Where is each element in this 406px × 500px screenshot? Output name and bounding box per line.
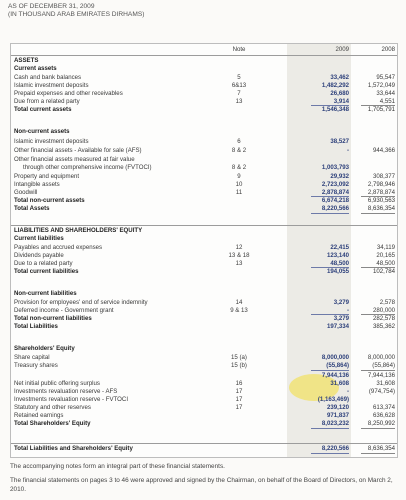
row-label: Net initial public offering surplus <box>14 380 100 387</box>
table-row <box>11 189 397 197</box>
row-value-2008: 8,636,354 <box>367 205 395 212</box>
row-value-2009: 2,723,092 <box>321 181 349 188</box>
row-label: Islamic investment deposits <box>14 138 89 145</box>
row-note: 11 <box>235 189 243 196</box>
row-note: 16 <box>235 380 243 387</box>
row-note: 17 <box>235 396 243 403</box>
row-value-2009: 1,003,793 <box>321 164 349 171</box>
row-value-2009: 971,837 <box>326 412 349 419</box>
row-value-2009: 31,608 <box>330 380 349 387</box>
row-label: Total non-current assets <box>14 197 85 204</box>
row-value-2008: 33,644 <box>376 90 395 97</box>
row-note: 6&13 <box>231 82 247 89</box>
row-label: through other comprehensive income (FVTOCI) <box>23 164 152 171</box>
table-row <box>11 260 397 268</box>
row-value-2008: 6,930,563 <box>367 197 395 204</box>
row-value-2009: 123,140 <box>326 252 349 259</box>
row-label: LIABILITIES AND SHAREHOLDERS' EQUITY <box>14 227 143 234</box>
row-value-2008: 2,878,874 <box>367 189 395 196</box>
row-value-2008: 102,784 <box>372 268 395 275</box>
row-value-2008: 7,944,136 <box>367 372 395 379</box>
row-label: Intangible assets <box>14 181 60 188</box>
row-label: Payables and accrued expenses <box>14 244 103 251</box>
row-value-2008: 34,119 <box>376 244 395 251</box>
table-row <box>11 82 397 90</box>
row-label: Other financial assets measured at fair value <box>14 156 135 163</box>
row-value-2008: 2,578 <box>379 299 395 306</box>
table-row <box>11 362 397 370</box>
row-value-2009: 22,415 <box>330 244 349 251</box>
row-value-2009: 8,220,566 <box>321 445 349 452</box>
row-label: Total Liabilities <box>14 323 58 330</box>
row-value-2009: 197,334 <box>326 323 349 330</box>
row-value-2009: 26,680 <box>330 90 349 97</box>
table-row <box>11 98 397 106</box>
table-row <box>11 128 397 136</box>
row-note: 9 & 13 <box>230 307 248 314</box>
row-value-2008: 48,500 <box>376 260 395 267</box>
row-note: 8 & 2 <box>231 164 247 171</box>
total-divider <box>11 443 397 444</box>
row-value-2009: 8,023,232 <box>321 420 349 427</box>
row-label: Total Shareholders' Equity <box>14 420 91 427</box>
table-row <box>11 420 397 428</box>
table-row <box>11 445 397 453</box>
header-units: (IN THOUSAND ARAB EMIRATES DIRHAMS) <box>8 11 145 18</box>
balance-sheet-table <box>10 43 398 458</box>
row-value-2008: 4,551 <box>379 98 395 105</box>
row-label: Statutory and other reserves <box>14 404 91 411</box>
row-label: Non-current liabilities <box>14 290 77 297</box>
row-value-2008: 308,377 <box>372 173 395 180</box>
row-label: Dividends payable <box>14 252 64 259</box>
table-row <box>11 299 397 307</box>
row-value-2009: 239,120 <box>326 404 349 411</box>
table-row <box>11 307 397 315</box>
row-value-2009: 1,482,292 <box>321 82 349 89</box>
row-label: Total current liabilities <box>14 268 79 275</box>
row-label: Total Liabilities and Shareholders' Equity <box>14 445 133 452</box>
row-value-2008: 31,608 <box>376 380 395 387</box>
row-label: Total current assets <box>14 106 72 113</box>
table-row <box>11 90 397 98</box>
row-label: Current liabilities <box>14 235 64 242</box>
row-value-2009: 3,279 <box>333 299 349 306</box>
table-row <box>11 57 397 65</box>
row-value-2009: 1,546,348 <box>321 106 349 113</box>
row-value-2008: 282,578 <box>372 315 395 322</box>
table-row <box>11 227 397 235</box>
table-row <box>11 138 397 146</box>
table-row <box>11 252 397 260</box>
row-value-2008: 20,165 <box>376 252 395 259</box>
row-value-2008: 385,362 <box>372 323 395 330</box>
row-note: 15 (b) <box>231 362 247 369</box>
row-label: Cash and bank balances <box>14 74 82 81</box>
row-value-2008: 1,572,049 <box>367 82 395 89</box>
row-label: Deferred income - Government grant <box>14 307 114 314</box>
row-value-2009: 29,932 <box>330 173 349 180</box>
statement-header <box>8 3 144 19</box>
row-note: 13 & 18 <box>228 252 250 259</box>
row-value-2008: (974,754) <box>368 388 395 395</box>
row-label: Prepaid expenses and other receivables <box>14 90 123 97</box>
table-row <box>11 164 397 172</box>
row-value-2008: 2,798,946 <box>367 181 395 188</box>
col-2009-header: 2009 <box>335 46 349 53</box>
row-label: Goodwill <box>14 189 38 196</box>
row-label: Shareholders' Equity <box>14 345 75 352</box>
row-value-2008: 8,636,354 <box>367 445 395 452</box>
col-2008-header: 2008 <box>381 46 395 53</box>
row-note: 17 <box>235 388 243 395</box>
table-row <box>11 156 397 164</box>
row-label: Due from a related party <box>14 98 80 105</box>
row-value-2008: (55,864) <box>372 362 395 369</box>
table-row <box>11 315 397 323</box>
row-label: Other financial assets - Available for sale (AFS) <box>14 147 142 154</box>
table-row <box>11 106 397 114</box>
row-value-2008: 636,628 <box>372 412 395 419</box>
row-value-2009: 6,674,218 <box>321 197 349 204</box>
row-value-2009: (55,864) <box>326 362 349 369</box>
table-row <box>11 345 397 353</box>
row-note: 8 & 2 <box>231 147 247 154</box>
row-value-2009: 8,000,000 <box>321 354 349 361</box>
row-label: Treasury shares <box>14 362 58 369</box>
footer-approval: The financial statements on pages 3 to 46 were approved and signed by the Chairman, on behalf of the Board of Directors, on March 2, 2010. <box>10 477 393 493</box>
row-value-2009: 3,279 <box>333 315 349 322</box>
row-value-2009: - <box>346 388 349 395</box>
row-label: Investments revaluation reserve - FVTOCI <box>14 396 129 403</box>
col-note-header: Note <box>232 46 246 53</box>
row-label: Investments revaluation reserve - AFS <box>14 388 118 395</box>
row-label: Property and equipment <box>14 173 80 180</box>
table-row <box>11 323 397 331</box>
table-row <box>11 290 397 298</box>
table-row <box>11 173 397 181</box>
row-value-2009: - <box>346 147 349 154</box>
table-row <box>11 412 397 420</box>
row-value-2009: - <box>346 307 349 314</box>
row-note: 9 <box>237 173 241 180</box>
row-label: Current assets <box>14 65 57 72</box>
table-row <box>11 354 397 362</box>
row-note: 13 <box>235 260 243 267</box>
table-row <box>11 74 397 82</box>
row-note: 10 <box>235 181 243 188</box>
header-date: AS OF DECEMBER 31, 2009 <box>8 3 95 10</box>
row-value-2008: 95,547 <box>376 74 395 81</box>
row-note: 6 <box>237 138 241 145</box>
table-row <box>11 372 397 380</box>
row-value-2009: 194,055 <box>326 268 349 275</box>
row-label: Due to a related party <box>14 260 73 267</box>
row-value-2008: 944,366 <box>372 147 395 154</box>
row-label: Total non-current liabilities <box>14 315 92 322</box>
table-row <box>11 147 397 155</box>
row-label: Total Assets <box>14 205 50 212</box>
table-row <box>11 388 397 396</box>
footer-note: The accompanying notes form an integral part of these financial statements. <box>10 463 225 470</box>
table-header-row <box>11 46 397 54</box>
table-row <box>11 205 397 213</box>
row-value-2009: 8,220,566 <box>321 205 349 212</box>
table-row <box>11 197 397 205</box>
row-value-2009: (1,163,469) <box>317 396 349 403</box>
row-note: 12 <box>235 244 243 251</box>
header-divider <box>11 55 397 56</box>
table-row <box>11 396 397 404</box>
row-value-2008: 280,000 <box>372 307 395 314</box>
row-note: 13 <box>235 98 243 105</box>
row-value-2009: 38,527 <box>330 138 349 145</box>
row-label: Share capital <box>14 354 50 361</box>
table-row <box>11 244 397 252</box>
section-divider <box>11 225 397 226</box>
row-label: Retained earnings <box>14 412 64 419</box>
row-value-2009: 3,914 <box>333 98 349 105</box>
row-value-2009: 2,878,874 <box>321 189 349 196</box>
table-row <box>11 65 397 73</box>
row-value-2008: 613,374 <box>372 404 395 411</box>
row-value-2009: 33,462 <box>330 74 349 81</box>
row-value-2008: 8,000,000 <box>367 354 395 361</box>
row-note: 17 <box>235 404 243 411</box>
row-value-2008: 8,250,992 <box>367 420 395 427</box>
row-value-2009: 48,500 <box>330 260 349 267</box>
row-label: ASSETS <box>14 57 39 64</box>
row-value-2008: 1,705,791 <box>367 106 395 113</box>
row-label: Provision for employees' end of service indemnity <box>14 299 148 306</box>
row-label: Islamic investment deposits <box>14 82 89 89</box>
row-note: 5 <box>237 74 241 81</box>
table-row <box>11 380 397 388</box>
row-note: 7 <box>237 90 241 97</box>
table-row <box>11 404 397 412</box>
row-label: Non-current assets <box>14 128 70 135</box>
table-row <box>11 268 397 276</box>
table-row <box>11 235 397 243</box>
table-row <box>11 181 397 189</box>
row-value-2009: 7,944,136 <box>321 372 349 379</box>
row-note: 14 <box>235 299 243 306</box>
row-note: 15 (a) <box>231 354 247 361</box>
